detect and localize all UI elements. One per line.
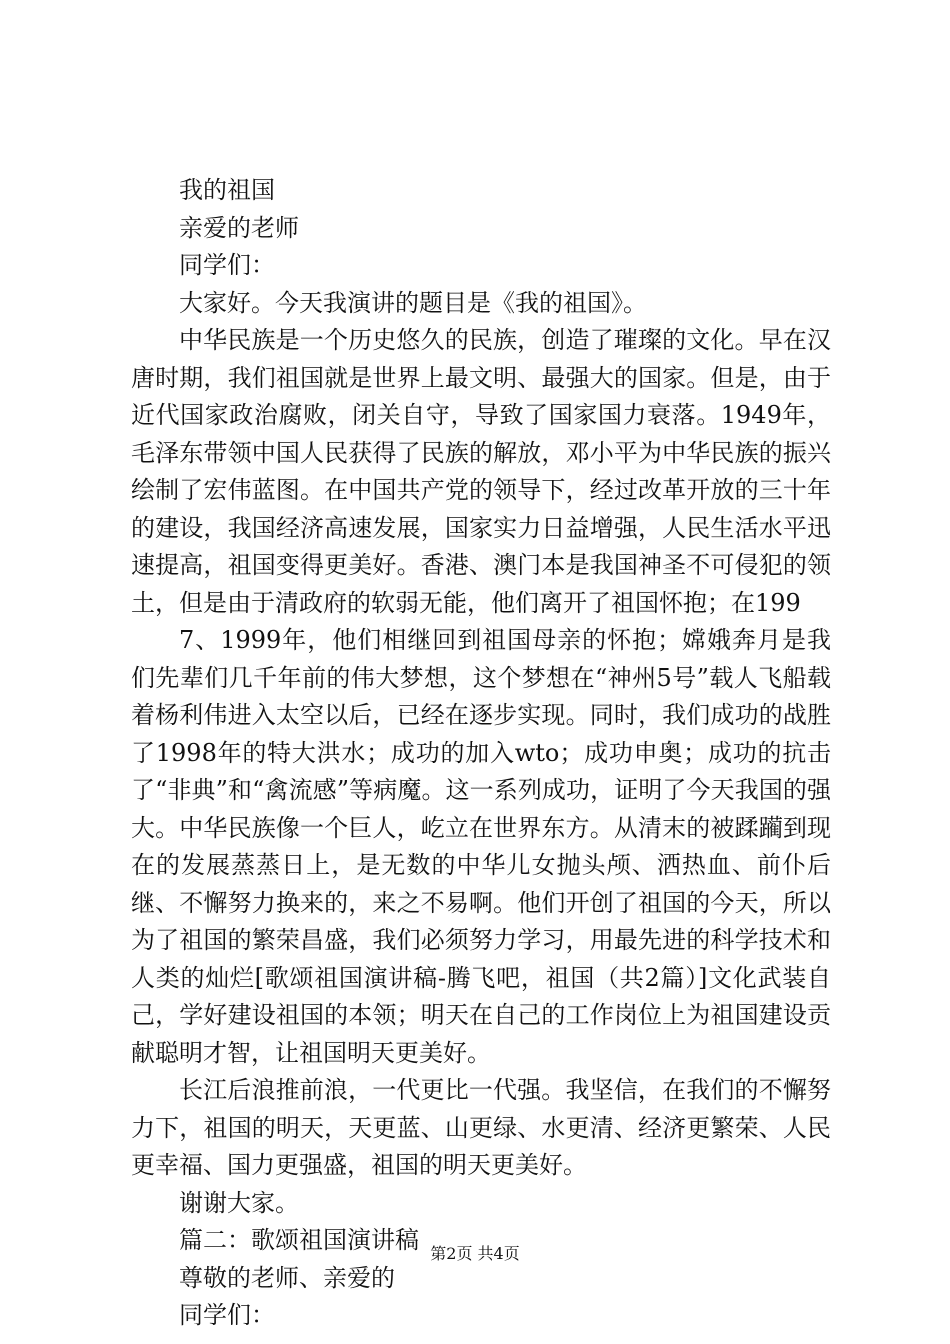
body-paragraph: 中华民族是一个历史悠久的民族，创造了璀璨的文化。早在汉唐时期，我们祖国就是世界上最文明、最强大的国家。但是，由于近代国家政治腐败，闭关自守，导致了国家国力衰落。1949年，毛泽东带领中国人民获得了民族的解放，邓小平为中华民族的振兴绘制了宏伟蓝图。在中国共产党的领导下，经过改革开放的三十年的建设，我国经济高速发展，国家实力日益增强，人民生活水平迅速提高，祖国变得更美好。香港、澳门本是我国神圣不可侵犯的领土，但是由于清政府的软弱无能，他们离开了祖国怀抱；在199: [131, 326, 831, 617]
body-paragraph: 7、1999年，他们相继回到祖国母亲的怀抱；嫦娥奔月是我们先辈们几千年前的伟大梦想，这个梦想在“神州5号”载人飞船载着杨利伟进入太空以后，已经在逐步实现。同时，我们成功的战胜了1998年的特大洪水；成功的加入wto；成功申奥；成功的抗击了“非典”和“禽流感”等病魔。这一系列成功，证明了今天我国的强大。中华民族像一个巨人，屹立在世界东方。从清末的被蹂躏到现在的发展蒸蒸日上，是无数的中华儿女抛头颅、洒热血、前仆后继、不懈努力换来的，来之不易啊。他们开创了祖国的今天，所以为了祖国的繁荣昌盛，我们必须努力学习，用最先进的科学技术和人类的灿烂[歌颂祖国演讲稿-腾飞吧，祖国（共2篇）]文化武装自己，学好建设祖国的本领；明天在自己的工作岗位上为祖国建设贡献聪明才智，让祖国明天更美好。: [131, 626, 831, 1067]
speech-title: 我的祖国: [179, 176, 275, 204]
body-paragraph: 长江后浪推前浪，一代更比一代强。我坚信，在我们的不懈努力下，祖国的明天，天更蓝、山更绿、水更清、经济更繁荣、人民更幸福、国力更强盛，祖国的明天更美好。: [131, 1076, 831, 1179]
greeting-teachers: 尊敬的老师、亲爱的: [179, 1263, 395, 1292]
page-number-footer: 第2页 共4页: [430, 1244, 520, 1263]
section-heading: 篇二：歌颂祖国演讲稿: [179, 1226, 419, 1254]
greeting-teachers: 亲爱的老师: [179, 213, 299, 242]
greeting-students: 同学们：: [179, 251, 275, 279]
document-body: [131, 172, 831, 1335]
greeting-students: 同学们：: [179, 1301, 275, 1329]
closing-thanks: 谢谢大家。: [179, 1188, 299, 1217]
opening-line: 大家好。今天我演讲的题目是《我的祖国》。: [179, 288, 647, 317]
